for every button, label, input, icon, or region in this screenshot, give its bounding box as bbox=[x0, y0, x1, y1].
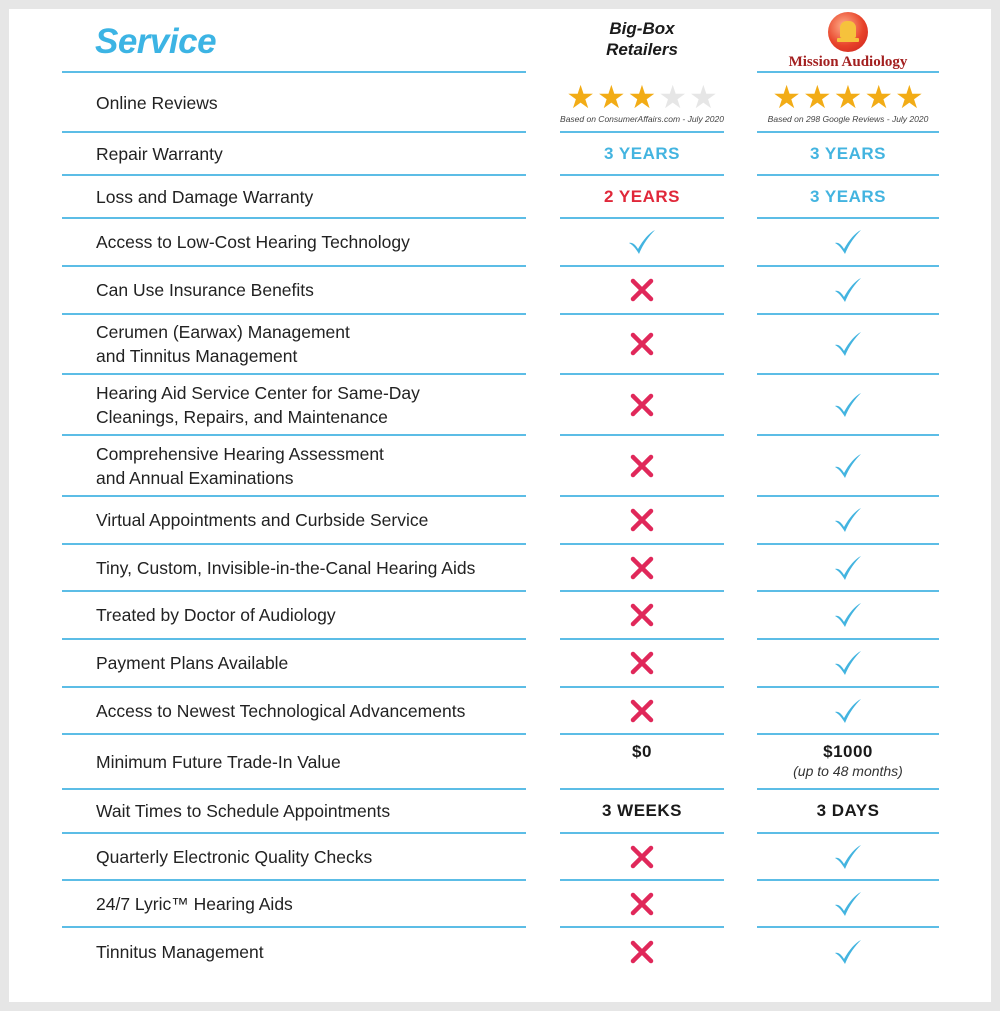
row-label-text: Comprehensive Hearing Assessment and Annual Examinations bbox=[96, 443, 384, 488]
checkmark-icon bbox=[833, 228, 863, 256]
x-mark-icon bbox=[630, 332, 654, 356]
mission-cell bbox=[757, 132, 939, 175]
checkmark-icon bbox=[833, 938, 863, 966]
row-label bbox=[96, 833, 536, 880]
bigbox-cell bbox=[560, 544, 724, 591]
checkmark-icon bbox=[833, 890, 863, 918]
rating-source-note: Based on ConsumerAffairs.com - July 2020 bbox=[560, 113, 724, 124]
bigbox-cell bbox=[560, 496, 724, 544]
star-icon: ★ bbox=[895, 78, 924, 115]
mission-cell bbox=[757, 435, 939, 496]
row-label-text: Tiny, Custom, Invisible-in-the-Canal Hearing Aids bbox=[96, 557, 476, 578]
star-rating bbox=[566, 78, 718, 115]
row-label-text: Hearing Aid Service Center for Same-Day Cleanings, Repairs, and Maintenance bbox=[96, 382, 420, 427]
x-mark-icon bbox=[630, 278, 654, 302]
mission-cell bbox=[757, 544, 939, 591]
row-label bbox=[96, 218, 536, 266]
brand-name: Mission Audiology bbox=[788, 54, 908, 70]
bigbox-cell bbox=[560, 175, 724, 218]
cell-value: 2 YEARS bbox=[604, 186, 680, 206]
bigbox-header-line2: Retailers bbox=[606, 40, 678, 59]
row-label: Online Reviews bbox=[96, 92, 218, 113]
table-row bbox=[0, 132, 1000, 175]
row-label-text: Virtual Appointments and Curbside Service bbox=[96, 510, 429, 530]
x-mark-icon bbox=[630, 699, 654, 723]
checkmark-icon bbox=[833, 649, 863, 677]
x-mark-icon bbox=[630, 603, 654, 627]
table-row bbox=[0, 266, 1000, 314]
rating-source-note: Based on 298 Google Reviews - July 2020 bbox=[767, 113, 929, 124]
row-label-text: 24/7 Lyric™ Hearing Aids bbox=[96, 893, 293, 914]
row-label-text: Tinnitus Management bbox=[96, 941, 264, 962]
row-label-text: Access to Newest Technological Advancements bbox=[96, 700, 466, 721]
bigbox-column-header bbox=[560, 18, 724, 60]
bigbox-cell bbox=[560, 374, 724, 435]
table-row bbox=[0, 73, 1000, 132]
mission-cell bbox=[757, 639, 939, 687]
table-row bbox=[0, 496, 1000, 544]
row-label-text: Can Use Insurance Benefits bbox=[96, 280, 314, 300]
row-label bbox=[96, 175, 536, 218]
row-label-text: Minimum Future Trade-In Value bbox=[96, 751, 341, 772]
row-label bbox=[96, 132, 536, 175]
row-label-text: Repair Warranty bbox=[96, 143, 223, 164]
liberty-bell-icon bbox=[828, 12, 868, 52]
x-mark-icon bbox=[630, 454, 654, 478]
cell-value: 3 DAYS bbox=[816, 801, 880, 820]
checkmark-icon bbox=[833, 506, 863, 534]
mission-cell bbox=[757, 374, 939, 435]
mission-cell bbox=[757, 591, 939, 639]
bigbox-cell bbox=[560, 880, 724, 927]
cell-subvalue: (up to 48 months) bbox=[793, 763, 903, 779]
star-icon: ★ bbox=[772, 78, 801, 115]
bigbox-cell bbox=[560, 132, 724, 175]
bigbox-cell bbox=[560, 687, 724, 734]
star-icon: ★ bbox=[864, 78, 894, 115]
row-label-text: Access to Low-Cost Hearing Technology bbox=[96, 232, 410, 252]
table-row bbox=[0, 218, 1000, 266]
x-mark-icon bbox=[630, 393, 654, 417]
row-label bbox=[96, 591, 536, 639]
x-mark-icon bbox=[630, 892, 654, 916]
star-icon: ★ bbox=[833, 78, 863, 115]
mission-cell bbox=[757, 880, 939, 927]
checkmark-icon bbox=[833, 843, 863, 871]
row-label-text: Wait Times to Schedule Appointments bbox=[96, 801, 391, 821]
bigbox-cell bbox=[560, 789, 724, 833]
checkmark-icon bbox=[833, 554, 863, 582]
mission-cell bbox=[757, 687, 939, 734]
table-row bbox=[0, 734, 1000, 789]
table-row bbox=[0, 687, 1000, 734]
bigbox-cell bbox=[560, 266, 724, 314]
cell-value: $1000 bbox=[823, 742, 873, 761]
star-icon: ★ bbox=[566, 78, 595, 115]
row-label bbox=[96, 687, 536, 734]
row-label bbox=[96, 496, 536, 544]
mission-cell bbox=[757, 218, 939, 266]
star-rating bbox=[772, 78, 924, 115]
bigbox-cell bbox=[560, 927, 724, 976]
bigbox-cell bbox=[560, 435, 724, 496]
row-label bbox=[96, 435, 536, 496]
star-icon: ★ bbox=[627, 78, 657, 115]
table-row bbox=[0, 435, 1000, 496]
x-mark-icon bbox=[630, 845, 654, 869]
mission-cell bbox=[757, 175, 939, 218]
row-label bbox=[96, 880, 536, 927]
row-label-text: Treated by Doctor of Audiology bbox=[96, 605, 336, 625]
table-row bbox=[0, 175, 1000, 218]
checkmark-icon bbox=[627, 228, 657, 256]
mission-cell bbox=[757, 496, 939, 544]
table-row bbox=[0, 591, 1000, 639]
mission-audiology-header bbox=[757, 12, 939, 71]
table-row bbox=[0, 880, 1000, 927]
table-row bbox=[0, 314, 1000, 374]
mission-cell bbox=[757, 833, 939, 880]
checkmark-icon bbox=[833, 452, 863, 480]
mission-cell bbox=[757, 73, 939, 132]
table-row bbox=[0, 833, 1000, 880]
bigbox-cell bbox=[560, 833, 724, 880]
row-label bbox=[96, 314, 536, 374]
bigbox-cell bbox=[560, 639, 724, 687]
star-icon: ★ bbox=[689, 78, 718, 115]
cell-value: 3 YEARS bbox=[810, 143, 886, 163]
section-title: Service bbox=[95, 22, 217, 61]
bigbox-cell bbox=[560, 591, 724, 639]
star-icon: ★ bbox=[802, 78, 832, 115]
mission-cell bbox=[757, 266, 939, 314]
x-mark-icon bbox=[630, 508, 654, 532]
bigbox-cell bbox=[560, 314, 724, 374]
mission-cell bbox=[757, 927, 939, 976]
checkmark-icon bbox=[833, 601, 863, 629]
row-label-text: Quarterly Electronic Quality Checks bbox=[96, 846, 373, 867]
bigbox-cell bbox=[560, 734, 724, 789]
row-label-text: Loss and Damage Warranty bbox=[96, 186, 314, 207]
row-label bbox=[96, 789, 536, 833]
checkmark-icon bbox=[833, 391, 863, 419]
table-row bbox=[0, 544, 1000, 591]
cell-value: 3 YEARS bbox=[810, 186, 886, 206]
star-icon: ★ bbox=[596, 78, 626, 115]
mission-cell bbox=[757, 314, 939, 374]
table-row bbox=[0, 374, 1000, 435]
star-icon: ★ bbox=[658, 78, 688, 115]
row-label-text: Payment Plans Available bbox=[96, 653, 289, 673]
row-label bbox=[96, 639, 536, 687]
row-label bbox=[96, 734, 536, 789]
bigbox-cell bbox=[560, 73, 724, 132]
bigbox-cell bbox=[560, 218, 724, 266]
checkmark-icon bbox=[833, 697, 863, 725]
row-label bbox=[96, 544, 536, 591]
cell-value: 3 YEARS bbox=[604, 143, 680, 163]
table-row bbox=[0, 639, 1000, 687]
x-mark-icon bbox=[630, 556, 654, 580]
x-mark-icon bbox=[630, 651, 654, 675]
row-label bbox=[96, 266, 536, 314]
checkmark-icon bbox=[833, 330, 863, 358]
mission-cell bbox=[757, 734, 939, 789]
cell-value: $0 bbox=[632, 742, 652, 761]
checkmark-icon bbox=[833, 276, 863, 304]
row-label bbox=[96, 927, 536, 976]
bigbox-header-line1: Big-Box bbox=[609, 19, 675, 38]
cell-value: 3 WEEKS bbox=[601, 801, 683, 820]
x-mark-icon bbox=[630, 940, 654, 964]
table-row bbox=[0, 789, 1000, 833]
table-row bbox=[0, 927, 1000, 976]
row-label bbox=[96, 374, 536, 435]
row-label-text: Cerumen (Earwax) Management and Tinnitus Management bbox=[96, 322, 350, 366]
mission-cell bbox=[757, 789, 939, 833]
